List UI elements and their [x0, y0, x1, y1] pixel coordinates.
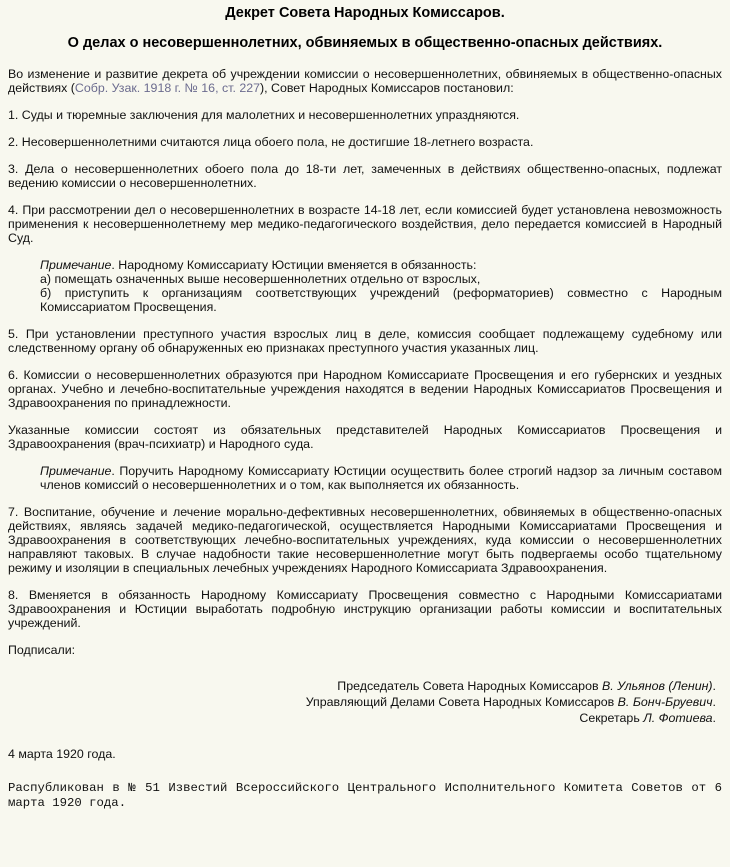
signature-secretary-end: .: [712, 711, 716, 725]
signature-chairman: [8, 678, 716, 694]
signature-manager-end: .: [712, 695, 716, 709]
signature-chairman-name: В. Ульянов (Ленин): [601, 679, 713, 693]
article-5: 5. При установлении преступного участия взрослых лиц в деле, комиссия сообщает подлежащему судебному или следственному органу об обнаруженных ею признаках преступного участия указанных лиц.: [8, 327, 722, 355]
article-4: 4. При рассмотрении дел о несовершеннолетних в возрасте 14-18 лет, если комиссией будет установлена невозможность применения к несовершеннолетнему мер медико-педагогического воздействия, дело передается комиссией в Народный Суд.: [8, 203, 722, 245]
note-1-intro: [40, 258, 722, 272]
signature-manager-role: Управляющий Делами Совета Народных Комиссаров: [305, 695, 618, 709]
signature-secretary: [8, 710, 716, 726]
note-2: [40, 464, 722, 492]
article-6: 6. Комиссии о несовершеннолетних образуются при Народном Комиссариате Просвещения и его губернских и уездных органах. Учебно и лечебно-воспитательные учреждения находятся в ведении Народных Комиссариатов Просвещения и Здравоохранения по принадлежности.: [8, 368, 722, 410]
note-1: [40, 258, 722, 314]
signature-chairman-role: Председатель Совета Народных Комиссаров: [337, 679, 602, 693]
publication-note: Распубликован в № 51 Известий Всероссийского Центрального Исполнительного Комитета Советов от 6 марта 1920 года.: [8, 781, 730, 810]
intro-text-after: ), Совет Народных Комиссаров постановил:: [260, 81, 514, 95]
note-1-text: . Народному Комиссариату Юстиции вменяется в обязанность:: [111, 258, 477, 272]
intro-text-before: Во изменение и развитие декрета об учреждении комиссии о несовершеннолетних, обвиняемых в общественно-опасных действиях (: [8, 67, 722, 95]
source-link[interactable]: Собр. Узак. 1918 г. № 16, ст. 227: [74, 81, 261, 95]
note-2-text: . Поручить Народному Комиссариату Юстиции осуществить более строгий надзор за личным составом членов комиссий о несовершеннолетних и о том, как выполняется их обязанность.: [40, 464, 722, 492]
decree-date: 4 марта 1920 года.: [8, 747, 116, 761]
article-7: 7. Воспитание, обучение и лечение морально-дефективных несовершеннолетних, обвиняемых в общественно-опасных действиях, являясь задачей медико-педагогической, осуществляется Народными Комиссариатами Просвещения и Здравоохранения в соответствующих лечебно-воспитательных учреждениях, куда комиссии о несовершеннолетних направляют таковых. В случае надобности такие несовершеннолетние могут быть подвергаемы особо тщательному режиму и изоляции в специальных лечебных учреждениях Народного Комиссариата Здравоохранения.: [8, 505, 722, 575]
article-3: 3. Дела о несовершеннолетних обоего пола до 18-ти лет, замеченных в действиях общественно-опасных, подлежат ведению комиссии о несовершеннолетних.: [8, 162, 722, 190]
note-1-item-b: б) приступить к организациям соответствующих учреждений (реформаториев) совместно с Народным Комиссариатом Просвещения.: [40, 286, 722, 314]
signature-secretary-name: Л. Фотиева: [643, 711, 713, 725]
signatures-block: [8, 678, 722, 726]
article-8: 8. Вменяется в обязанность Народному Комиссариату Просвещения совместно с Народными Комиссариатами Здравоохранения и Юстиции выработать подробную инструкцию организации работы комиссии и воспитательных учреждений.: [8, 588, 722, 630]
document-title: Декрет Совета Народных Комиссаров.: [225, 5, 505, 21]
article-2: 2. Несовершеннолетними считаются лица обоего пола, не достигшие 18-летнего возраста.: [8, 135, 534, 149]
signature-manager-name: В. Бонч-Бруевич: [617, 695, 713, 709]
article-6-continued: Указанные комиссии состоят из обязательных представителей Народных Комиссариатов Просвещения и Здравоохранения (врач-психиатр) и Народного суда.: [8, 423, 722, 451]
note-1-label: Примечание: [40, 258, 112, 272]
signature-manager: [8, 694, 716, 710]
signature-chairman-end: .: [712, 679, 716, 693]
signed-label: Подписали:: [8, 643, 76, 657]
article-1: 1. Суды и тюремные заключения для малолетних и несовершеннолетних упраздняются.: [8, 108, 520, 122]
note-1-item-a: а) помещать означенных выше несовершеннолетних отдельно от взрослых,: [40, 272, 481, 286]
document-subtitle: О делах о несовершеннолетних, обвиняемых в общественно-опасных действиях.: [67, 35, 663, 51]
signature-secretary-role: Секретарь: [579, 711, 644, 725]
note-2-label: Примечание: [40, 464, 112, 478]
intro-paragraph: [8, 67, 722, 95]
